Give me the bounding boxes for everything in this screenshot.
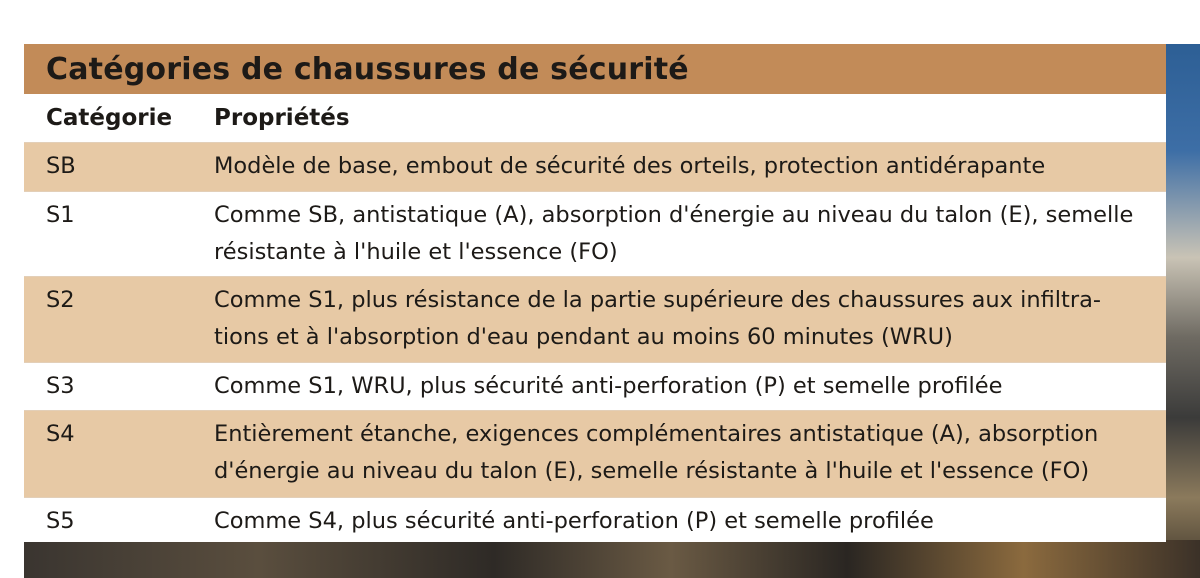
safety-shoe-table <box>24 44 1166 542</box>
header-properties: Propriétés <box>214 105 350 131</box>
table-row <box>24 142 1166 191</box>
table-row <box>24 191 1166 276</box>
table-row <box>24 497 1166 542</box>
row-properties: Comme S1, plus résistance de la partie supérieure des chaussures aux infiltra-tions et à l'absorption d'eau pendant au moins 60 minutes (WRU) <box>214 287 1102 350</box>
row-category: SB <box>46 153 76 179</box>
photo-right-edge <box>1164 44 1200 578</box>
table-title: Catégories de chaussures de sécurité <box>46 51 689 87</box>
row-properties: Comme S1, WRU, plus sécurité anti-perforation (P) et semelle profilée <box>214 373 1003 399</box>
row-properties: Comme S4, plus sécurité anti-perforation (P) et semelle profilée <box>214 508 934 534</box>
table-title-bar <box>24 44 1166 94</box>
row-category: S5 <box>46 508 75 534</box>
row-properties: Comme SB, antistatique (A), absorption d'énergie au niveau du talon (E), semelle résistante à l'huile et l'essence (FO) <box>214 202 1134 265</box>
table-row <box>24 362 1166 410</box>
header-category: Catégorie <box>46 105 173 131</box>
row-category: S2 <box>46 287 75 313</box>
row-properties: Entièrement étanche, exigences complémentaires antistatique (A), absorption d'énergie au niveau du talon (E), semelle résistante à l'huile et l'essence (FO) <box>214 421 1099 484</box>
photo-bottom-edge <box>24 540 1200 578</box>
row-category: S3 <box>46 373 75 399</box>
row-category: S4 <box>46 421 75 447</box>
row-category: S1 <box>46 202 75 228</box>
row-properties: Modèle de base, embout de sécurité des orteils, protection antidérapante <box>214 153 1046 179</box>
table-row <box>24 410 1166 497</box>
table-header-row <box>24 94 1166 142</box>
table-row <box>24 276 1166 362</box>
